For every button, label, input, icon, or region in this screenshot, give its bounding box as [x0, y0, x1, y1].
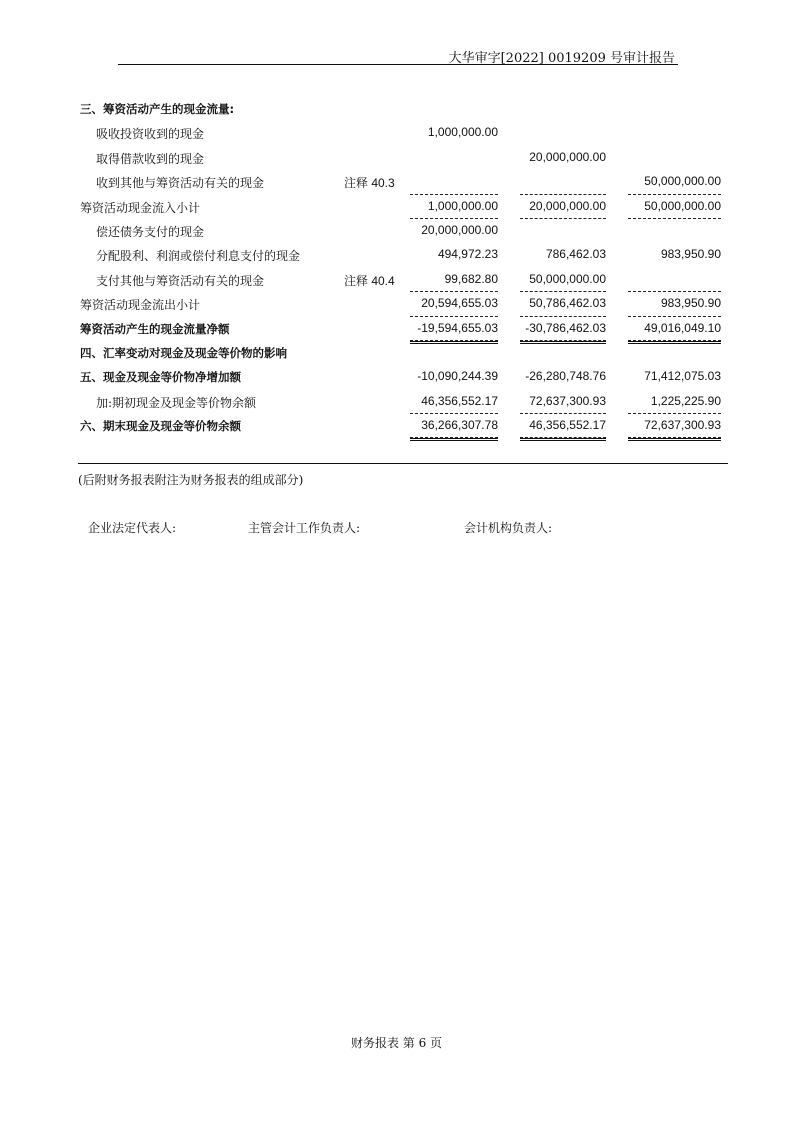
- amount-value: 50,000,000.00: [644, 174, 721, 189]
- row-label: 四、汇率变动对现金及现金等价物的影响: [80, 345, 287, 360]
- amount-value: 71,412,075.03: [644, 369, 721, 384]
- row-label: 筹资活动现金流出小计: [80, 298, 201, 313]
- table-row: [78, 145, 728, 169]
- row-label: 三、筹资活动产生的现金流量:: [80, 102, 235, 116]
- amount-cell: [520, 340, 606, 364]
- amount-cell: [628, 267, 721, 292]
- amount-cell: [520, 316, 606, 341]
- amount-cell: [628, 389, 721, 414]
- amount-cell: [520, 145, 606, 169]
- amount-value: 72,637,300.93: [644, 418, 721, 433]
- amount-cell: [410, 364, 498, 388]
- row-label: 分配股利、利润或偿付利息支付的现金: [96, 249, 301, 264]
- amount-value: 1,000,000.00: [427, 125, 498, 140]
- amount-cell: [628, 96, 721, 120]
- amount-cell: [520, 218, 606, 242]
- amount-cell: [520, 169, 606, 194]
- attachment-note: (后附财务报表附注为财务报表的组成部分): [78, 473, 304, 487]
- amount-cell: [520, 242, 606, 266]
- cash-flow-table: [78, 96, 728, 437]
- amount-value: 50,000,000.00: [644, 198, 721, 213]
- amount-cell: [628, 145, 721, 169]
- row-label: 五、现金及现金等价物净增加额: [80, 370, 241, 385]
- amount-value: -10,090,244.39: [417, 369, 498, 384]
- row-label: 筹资活动现金流入小计: [80, 200, 201, 215]
- table-row: [78, 242, 728, 266]
- amount-cell: [520, 389, 606, 414]
- row-label: 加:期初现金及现金等价物余额: [96, 395, 257, 410]
- table-row: [78, 340, 728, 364]
- amount-value: 49,016,049.10: [644, 320, 721, 335]
- footer-rule: [78, 463, 728, 464]
- amount-cell: [628, 194, 721, 219]
- row-label: 六、期末现金及现金等价物余额: [80, 419, 241, 434]
- amount-cell: [410, 389, 498, 414]
- amount-cell: [628, 316, 721, 341]
- amount-value: 1,225,225.90: [650, 393, 721, 408]
- row-label: 吸收投资收到的现金: [96, 127, 205, 142]
- amount-value: 50,000,000.00: [529, 271, 606, 286]
- table-row: [78, 267, 728, 291]
- table-row: [78, 316, 728, 340]
- amount-value: -26,280,748.76: [525, 369, 606, 384]
- amount-value: 983,950.90: [660, 247, 721, 262]
- amount-cell: [520, 96, 606, 120]
- amount-cell: [520, 413, 606, 438]
- amount-cell: [410, 291, 498, 316]
- amount-value: 46,356,552.17: [529, 418, 606, 433]
- accounting-dept-head-label: 会计机构负责人:: [464, 521, 553, 535]
- amount-value: 20,594,655.03: [421, 296, 498, 311]
- amount-cell: [410, 218, 498, 242]
- amount-cell: [520, 364, 606, 388]
- amount-value: 20,000,000.00: [529, 149, 606, 164]
- report-number-header: 大华审字[2022] 0019209 号审计报告: [448, 51, 675, 66]
- amount-cell: [410, 120, 498, 144]
- header-rule: [118, 64, 678, 65]
- amount-cell: [410, 194, 498, 219]
- amount-value: 99,682.80: [444, 271, 498, 286]
- amount-cell: [410, 96, 498, 120]
- table-row: [78, 194, 728, 218]
- page-number: 财务报表 第 6 页: [350, 1036, 443, 1050]
- amount-value: 786,462.03: [545, 247, 606, 262]
- amount-cell: [628, 364, 721, 388]
- amount-value: 72,637,300.93: [529, 393, 606, 408]
- amount-cell: [410, 413, 498, 438]
- amount-cell: [628, 413, 721, 438]
- amount-cell: [410, 242, 498, 266]
- amount-cell: [410, 316, 498, 341]
- table-row: [78, 218, 728, 242]
- amount-cell: [628, 340, 721, 364]
- row-label: 支付其他与筹资活动有关的现金: [96, 273, 265, 288]
- amount-cell: [410, 267, 498, 292]
- table-row: [78, 120, 728, 144]
- amount-value: 494,972.23: [437, 247, 498, 262]
- table-row: [78, 364, 728, 388]
- row-label: 取得借款收到的现金: [96, 151, 205, 166]
- amount-cell: [628, 242, 721, 266]
- amount-cell: [520, 120, 606, 144]
- row-label: 收到其他与筹资活动有关的现金: [96, 176, 265, 191]
- amount-value: 1,000,000.00: [427, 198, 498, 213]
- row-label: 偿还债务支付的现金: [96, 224, 205, 239]
- accounting-head-label: 主管会计工作负责人:: [248, 521, 361, 535]
- amount-cell: [410, 340, 498, 364]
- amount-value: 50,786,462.03: [529, 296, 606, 311]
- table-row: [78, 169, 728, 193]
- amount-value: -19,594,655.03: [417, 320, 498, 335]
- table-row: [78, 96, 728, 120]
- amount-cell: [520, 267, 606, 292]
- amount-value: 46,356,552.17: [421, 393, 498, 408]
- row-label: 筹资活动产生的现金流量净额: [80, 321, 230, 336]
- amount-cell: [628, 120, 721, 144]
- amount-cell: [520, 291, 606, 316]
- note-ref: 注释 40.4: [344, 273, 395, 288]
- legal-representative-label: 企业法定代表人:: [88, 521, 177, 535]
- amount-cell: [410, 145, 498, 169]
- amount-value: 20,000,000.00: [421, 222, 498, 237]
- amount-cell: [628, 169, 721, 194]
- amount-value: 983,950.90: [660, 296, 721, 311]
- amount-cell: [628, 218, 721, 242]
- amount-cell: [628, 291, 721, 316]
- note-ref: 注释 40.3: [344, 176, 395, 191]
- table-row: [78, 291, 728, 315]
- amount-value: -30,786,462.03: [525, 320, 606, 335]
- amount-value: 36,266,307.78: [421, 418, 498, 433]
- amount-value: 20,000,000.00: [529, 198, 606, 213]
- amount-cell: [410, 169, 498, 194]
- table-row: [78, 389, 728, 413]
- amount-cell: [520, 194, 606, 219]
- table-row: [78, 413, 728, 437]
